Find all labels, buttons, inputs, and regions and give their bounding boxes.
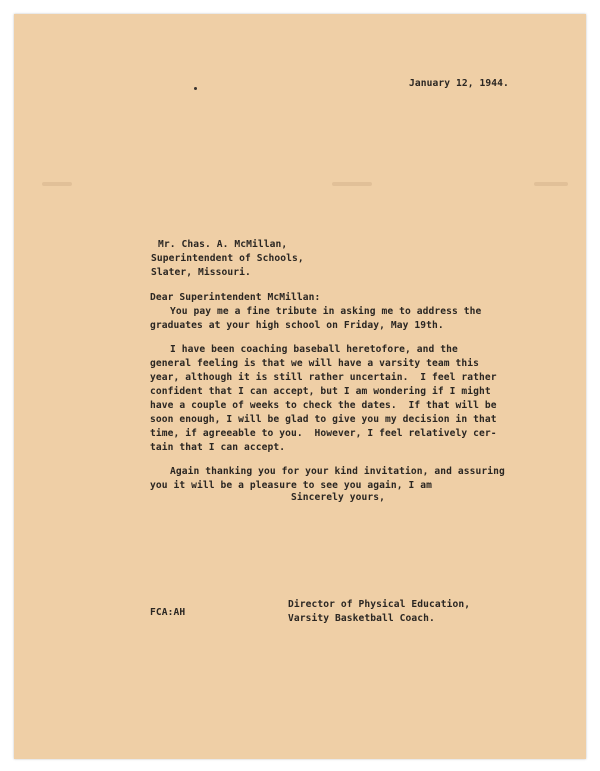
fold-mark-right [534, 182, 568, 186]
paragraph-line: soon enough, I will be glad to give you my decision in that [150, 414, 497, 425]
paragraph-line: time, if agreeable to you. However, I feel relatively cer- [150, 428, 497, 439]
signature-title-1: Director of Physical Education, [288, 599, 471, 610]
typist-initials: FCA:AH [150, 607, 186, 618]
closing: Sincerely yours, [291, 492, 386, 503]
letter-date: January 12, 1944. [409, 78, 509, 89]
paragraph-line: I have been coaching baseball heretofore, and the [170, 344, 458, 355]
salutation: Dear Superintendent McMillan: [150, 292, 321, 303]
signature-title-2: Varsity Basketball Coach. [288, 613, 435, 624]
paragraph-line: tain that I can accept. [150, 442, 286, 453]
fold-mark-left [42, 182, 72, 186]
paragraph-line: have a couple of weeks to check the dates. If that will be [150, 400, 497, 411]
paragraph-line: Again thanking you for your kind invitation, and assuring [170, 466, 505, 477]
paragraph-line: year, although it is still rather uncertain. I feel rather [150, 372, 497, 383]
paragraph-line: you it will be a pleasure to see you again, I am [150, 480, 433, 491]
fold-mark-center [332, 182, 372, 186]
paragraph-line: graduates at your high school on Friday, May 19th. [150, 320, 444, 331]
paragraph-line: confident that I can accept, but I am wondering if I might [150, 386, 491, 397]
recipient-name: Mr. Chas. A. McMillan, [158, 239, 288, 250]
paragraph-line: You pay me a fine tribute in asking me to address the [170, 306, 482, 317]
recipient-title: Superintendent of Schools, [151, 253, 304, 264]
binder-hole-mark [194, 87, 197, 90]
paragraph-line: general feeling is that we will have a varsity team this [150, 358, 480, 369]
recipient-location: Slater, Missouri. [151, 267, 251, 278]
